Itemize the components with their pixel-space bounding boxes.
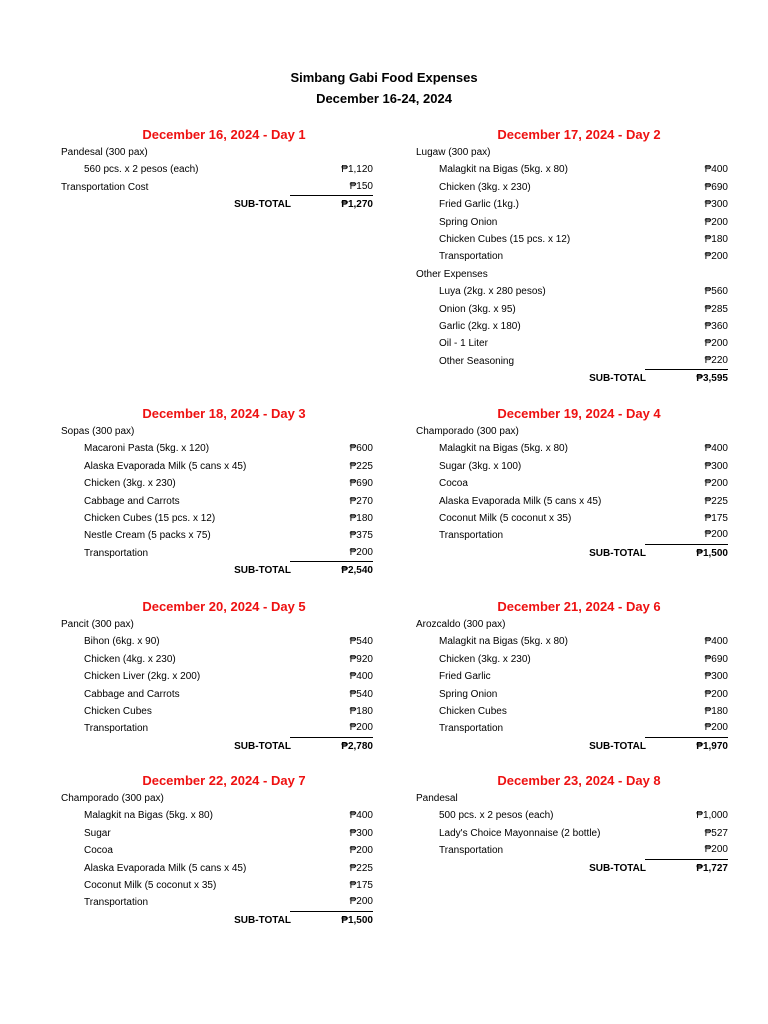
expense-amount: ₱300 — [704, 199, 728, 211]
expense-amount: ₱200 — [290, 894, 373, 911]
expense-label: Transportation — [439, 845, 504, 857]
expense-row — [416, 807, 728, 824]
expense-amount: ₱600 — [349, 443, 373, 455]
expense-label: Chicken (3kg. x 230) — [439, 181, 531, 193]
expense-amount: ₱400 — [349, 810, 373, 822]
group-header-row — [61, 144, 373, 161]
expense-row — [61, 527, 373, 544]
day-section-4 — [416, 405, 728, 562]
expense-amount: ₱400 — [349, 671, 373, 683]
expense-label: Transportation — [84, 547, 149, 559]
expense-label: Pandesal — [416, 793, 458, 804]
expense-amount: ₱270 — [349, 495, 373, 507]
expense-amount: ₱225 — [349, 460, 373, 472]
expense-amount: ₱200 — [645, 842, 728, 859]
expense-amount: ₱180 — [349, 512, 373, 524]
day-title-text: December 19, 2024 - Day 4 — [497, 406, 661, 421]
expense-amount: ₱200 — [704, 688, 728, 700]
expense-amount: ₱690 — [704, 653, 728, 665]
expense-label: Oil - 1 Liter — [439, 338, 488, 350]
expense-label: Fried Garlic (1kg.) — [439, 199, 520, 211]
expense-label: Malagkit na Bigas (5kg. x 80) — [439, 443, 568, 455]
subtotal-label: SUB-TOTAL — [234, 914, 291, 926]
group-header-row — [416, 790, 728, 807]
expense-amount: ₱225 — [349, 862, 373, 874]
expense-label: Other Seasoning — [439, 355, 515, 367]
day-title-text: December 21, 2024 - Day 6 — [497, 599, 661, 614]
subtotal-amount: ₱1,270 — [341, 199, 373, 211]
expense-label: Garlic (2kg. x 180) — [439, 320, 521, 332]
expense-row — [416, 196, 728, 213]
expense-row — [416, 179, 728, 196]
expense-row — [416, 842, 728, 859]
expense-label: Transportation — [84, 897, 149, 909]
expense-label: Transportation — [439, 723, 504, 735]
expense-amount: ₱150 — [290, 179, 373, 196]
expense-amount: ₱200 — [704, 478, 728, 490]
expense-label: Spring Onion — [439, 216, 498, 228]
expense-amount: ₱300 — [349, 827, 373, 839]
subtotal-label: SUB-TOTAL — [589, 373, 646, 385]
day-section-2 — [416, 126, 728, 387]
expense-label: Champorado (300 pax) — [416, 426, 519, 437]
expense-label: Sopas (300 pax) — [61, 426, 135, 437]
subtotal-label: SUB-TOTAL — [589, 547, 646, 559]
expense-amount: ₱180 — [704, 705, 728, 717]
expense-row — [416, 825, 728, 842]
subtotal-row — [416, 545, 728, 562]
day-title — [416, 598, 728, 616]
expense-row — [416, 335, 728, 352]
expense-label: Macaroni Pasta (5kg. x 120) — [84, 443, 210, 455]
expense-amount: ₱1,120 — [341, 164, 373, 176]
expense-row — [61, 651, 373, 668]
day-title — [416, 772, 728, 790]
day-title-text: December 23, 2024 - Day 8 — [497, 773, 661, 788]
group-header-row — [416, 423, 728, 440]
expense-amount: ₱375 — [349, 530, 373, 542]
expense-label: Sugar (3kg. x 100) — [439, 460, 522, 472]
expense-amount: ₱200 — [704, 216, 728, 228]
expense-label: Chicken Cubes — [439, 705, 507, 717]
expense-label: Chicken Cubes (15 pcs. x 12) — [439, 233, 571, 245]
expense-row — [416, 353, 728, 370]
expense-row — [61, 161, 373, 178]
day-section-1 — [61, 126, 373, 214]
day-title-text: December 16, 2024 - Day 1 — [142, 127, 306, 142]
subtotal-label: SUB-TOTAL — [234, 565, 291, 577]
expense-label: Cabbage and Carrots — [84, 495, 180, 507]
expense-label: Lugaw (300 pax) — [416, 147, 491, 158]
expense-row — [416, 493, 728, 510]
subtotal-row — [61, 196, 373, 213]
expense-row — [61, 475, 373, 492]
expense-row — [61, 440, 373, 457]
expense-label: 560 pcs. x 2 pesos (each) — [84, 164, 199, 176]
subtotal-label: SUB-TOTAL — [234, 199, 291, 211]
subtotal-amount: ₱3,595 — [696, 373, 728, 385]
group-header-row — [416, 266, 728, 283]
expense-amount: ₱285 — [704, 303, 728, 315]
day-section-6 — [416, 598, 728, 755]
expense-row — [416, 214, 728, 231]
expense-row — [416, 231, 728, 248]
expense-label: Alaska Evaporada Milk (5 cans x 45) — [84, 460, 247, 472]
expense-row — [416, 633, 728, 650]
expense-amount: ₱300 — [704, 460, 728, 472]
subtotal-label: SUB-TOTAL — [234, 740, 291, 752]
expense-amount: ₱175 — [704, 512, 728, 524]
expense-amount: ₱920 — [349, 653, 373, 665]
day-title — [416, 126, 728, 144]
subtotal-amount: ₱1,500 — [696, 547, 728, 559]
expense-amount: ₱200 — [704, 251, 728, 263]
expense-row — [416, 720, 728, 737]
expense-amount: ₱200 — [290, 720, 373, 737]
document-subtitle: December 16-24, 2024 — [316, 91, 452, 106]
expense-row — [61, 179, 373, 196]
expense-amount: ₱400 — [704, 636, 728, 648]
subtotal-row — [416, 370, 728, 387]
group-header-row — [61, 790, 373, 807]
expense-amount: ₱200 — [645, 720, 728, 737]
day-section-5 — [61, 598, 373, 755]
expense-row — [61, 842, 373, 859]
expense-label: Cocoa — [84, 845, 113, 857]
expense-row — [416, 283, 728, 300]
expense-label: Bihon (6kg. x 90) — [84, 636, 160, 648]
subtotal-label: SUB-TOTAL — [589, 862, 646, 874]
expense-label: Onion (3kg. x 95) — [439, 303, 516, 315]
expense-label: Pandesal (300 pax) — [61, 147, 148, 158]
expense-row — [61, 807, 373, 824]
expense-row — [61, 668, 373, 685]
expense-amount: ₱690 — [349, 478, 373, 490]
subtotal-amount: ₱2,540 — [341, 565, 373, 577]
subtotal-amount: ₱1,727 — [696, 862, 728, 874]
subtotal-row — [61, 562, 373, 579]
expense-label: Chicken (3kg. x 230) — [439, 653, 531, 665]
subtotal-row — [416, 738, 728, 755]
expense-amount: ₱360 — [704, 320, 728, 332]
expense-label: Chicken Cubes (15 pcs. x 12) — [84, 512, 216, 524]
expense-amount: ₱180 — [704, 233, 728, 245]
expense-row — [61, 860, 373, 877]
expense-label: Pancit (300 pax) — [61, 619, 134, 630]
expense-row — [61, 458, 373, 475]
expense-row — [416, 475, 728, 492]
expense-row — [61, 825, 373, 842]
expense-amount: ₱200 — [704, 338, 728, 350]
expense-label: Malagkit na Bigas (5kg. x 80) — [84, 810, 213, 822]
expense-label: Spring Onion — [439, 688, 498, 700]
expense-label: Nestle Cream (5 packs x 75) — [84, 530, 211, 542]
expense-label: Coconut Milk (5 coconut x 35) — [84, 879, 217, 891]
day-section-3 — [61, 405, 373, 580]
expense-label: Malagkit na Bigas (5kg. x 80) — [439, 164, 568, 176]
expense-label: Transportation — [439, 251, 504, 263]
expense-label: Chicken (3kg. x 230) — [84, 478, 176, 490]
expense-label: Transportation — [439, 530, 504, 542]
expense-label: Chicken (4kg. x 230) — [84, 653, 176, 665]
expense-label: Cocoa — [439, 478, 468, 490]
day-title-text: December 22, 2024 - Day 7 — [142, 773, 306, 788]
expense-label: Champorado (300 pax) — [61, 793, 164, 804]
subtotal-row — [416, 860, 728, 877]
expense-amount: ₱1,000 — [696, 810, 728, 822]
expense-row — [416, 318, 728, 335]
subtotal-label: SUB-TOTAL — [589, 740, 646, 752]
expense-amount: ₱400 — [704, 443, 728, 455]
expense-amount: ₱200 — [290, 545, 373, 562]
expense-row — [416, 458, 728, 475]
expense-row — [61, 633, 373, 650]
expense-label: Chicken Cubes — [84, 705, 152, 717]
expense-label: Luya (2kg. x 280 pesos) — [439, 286, 546, 298]
expense-row — [61, 510, 373, 527]
subtotal-amount: ₱2,780 — [341, 740, 373, 752]
expense-row — [416, 668, 728, 685]
subtotal-row — [61, 738, 373, 755]
expense-amount: ₱527 — [704, 827, 728, 839]
expense-label: Transportation — [84, 723, 149, 735]
expense-amount: ₱180 — [349, 705, 373, 717]
expense-amount: ₱200 — [645, 527, 728, 544]
day-title-text: December 20, 2024 - Day 5 — [142, 599, 306, 614]
expense-label: Fried Garlic — [439, 671, 491, 683]
day-title — [61, 405, 373, 423]
expense-label: Lady's Choice Mayonnaise (2 bottle) — [439, 827, 601, 839]
expense-amount: ₱540 — [349, 688, 373, 700]
expense-amount: ₱560 — [704, 286, 728, 298]
day-section-7 — [61, 772, 373, 929]
expense-label: Alaska Evaporada Milk (5 cans x 45) — [439, 495, 602, 507]
expense-amount: ₱400 — [704, 164, 728, 176]
day-title-text: December 17, 2024 - Day 2 — [497, 127, 661, 142]
subtotal-amount: ₱1,970 — [696, 740, 728, 752]
expense-label: Cabbage and Carrots — [84, 688, 180, 700]
expense-label: Transportation Cost — [61, 181, 149, 193]
expense-row — [61, 703, 373, 720]
expense-amount: ₱220 — [645, 353, 728, 370]
expense-row — [61, 545, 373, 562]
expense-amount: ₱540 — [349, 636, 373, 648]
group-header-row — [416, 144, 728, 161]
expense-label: Sugar — [84, 827, 111, 839]
expense-row — [416, 510, 728, 527]
day-title — [61, 598, 373, 616]
expense-amount: ₱300 — [704, 671, 728, 683]
expense-row — [416, 440, 728, 457]
expense-row — [416, 527, 728, 544]
expense-amount: ₱200 — [349, 845, 373, 857]
expense-label: Arozcaldo (300 pax) — [416, 619, 506, 630]
day-title — [61, 126, 373, 144]
group-header-row — [61, 423, 373, 440]
subtotal-row — [61, 912, 373, 929]
expense-label: Malagkit na Bigas (5kg. x 80) — [439, 636, 568, 648]
expense-row — [416, 651, 728, 668]
expense-label: Coconut Milk (5 coconut x 35) — [439, 512, 572, 524]
expense-label: Chicken Liver (2kg. x 200) — [84, 671, 201, 683]
expense-row — [416, 301, 728, 318]
document-title: Simbang Gabi Food Expenses — [290, 70, 478, 85]
day-title-text: December 18, 2024 - Day 3 — [142, 406, 306, 421]
expense-row — [416, 686, 728, 703]
expense-row — [61, 894, 373, 911]
expense-amount: ₱175 — [349, 879, 373, 891]
group-header-row — [416, 616, 728, 633]
expense-row — [61, 877, 373, 894]
expense-label: Alaska Evaporada Milk (5 cans x 45) — [84, 862, 247, 874]
expense-row — [416, 161, 728, 178]
expense-row — [61, 686, 373, 703]
expense-row — [416, 703, 728, 720]
expense-amount: ₱690 — [704, 181, 728, 193]
day-section-8 — [416, 772, 728, 877]
expense-amount: ₱225 — [704, 495, 728, 507]
expense-row — [61, 720, 373, 737]
subtotal-amount: ₱1,500 — [341, 914, 373, 926]
day-title — [416, 405, 728, 423]
expense-row — [416, 248, 728, 265]
expense-row — [61, 493, 373, 510]
day-title — [61, 772, 373, 790]
expense-label: 500 pcs. x 2 pesos (each) — [439, 810, 554, 822]
group-header-row — [61, 616, 373, 633]
expense-label: Other Expenses — [416, 268, 488, 280]
